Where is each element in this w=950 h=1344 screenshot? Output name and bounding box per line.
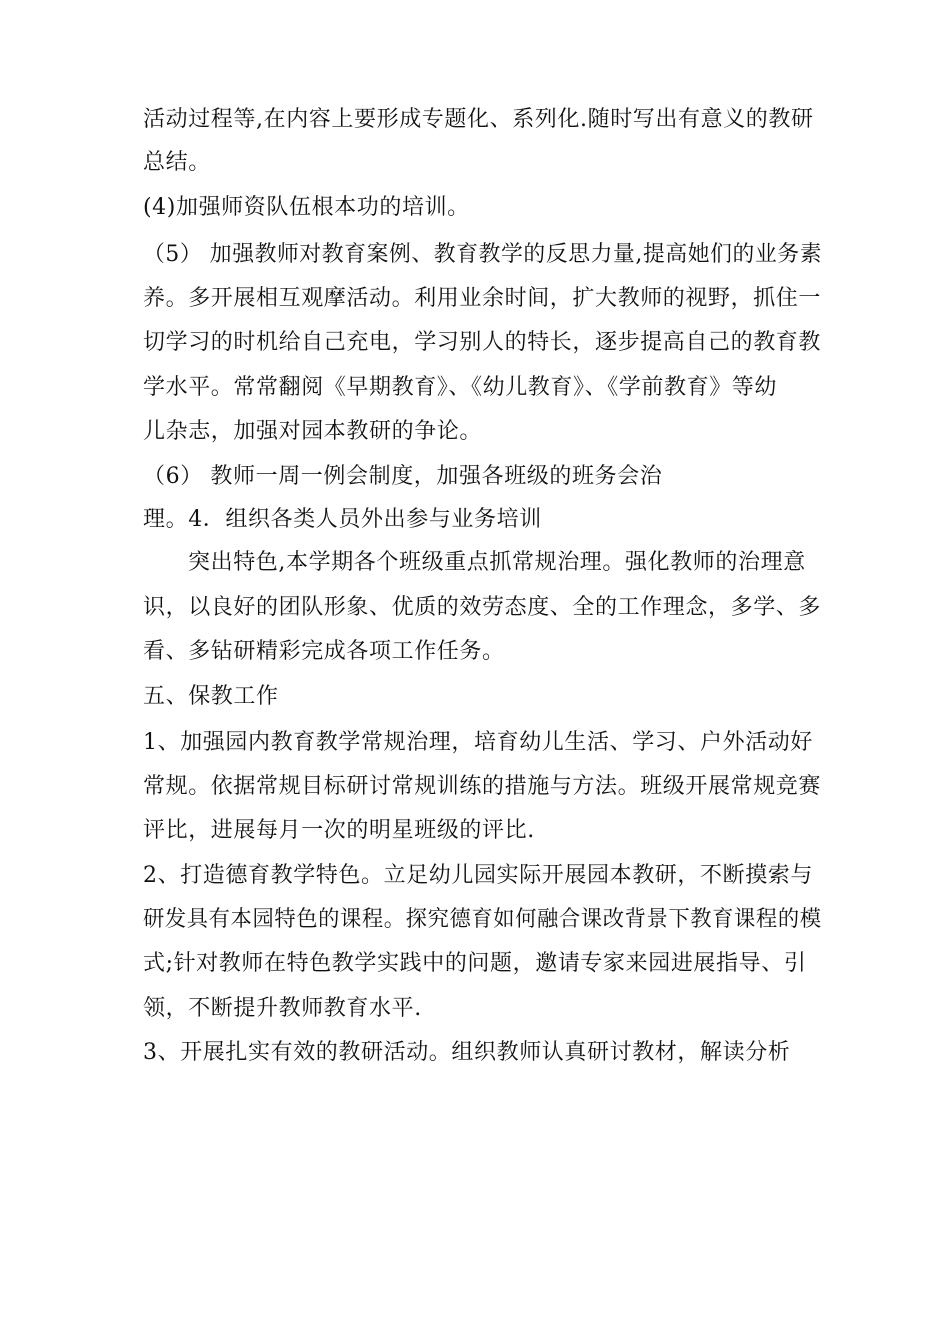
text-line: （5） 加强教师对教育案例、教育教学的反思力量,提高她们的业务素: [143, 242, 823, 267]
text-line: （6） 教师一周一例会制度，加强各班级的班务会治: [143, 464, 663, 489]
text-line: 儿杂志，加强对园本教研的争论。: [143, 419, 483, 444]
text-line: 切学习的时机给自己充电，学习别人的特长，逐步提高自己的教育教: [143, 330, 822, 355]
text-line: 识，以良好的团队形象、优质的效劳态度、全的工作理念，多学、多: [143, 595, 822, 620]
text-line: 看、多钻研精彩完成各项工作任务。: [143, 639, 505, 664]
text-line: 式;针对教师在特色教学实践中的问题，邀请专家来园进展指导、引: [143, 951, 807, 976]
text-line: 活动过程等,在内容上要形成专题化、系列化.随时写出有意义的教研: [143, 107, 814, 132]
text-line: 评比，进展每月一次的明星班级的评比.: [143, 818, 535, 843]
text-line: 领，不断提升教师教育水平.: [143, 996, 422, 1021]
text-line: (4)加强师资队伍根本功的培训。: [143, 195, 470, 220]
text-line: 研发具有本园特色的课程。探究德育如何融合课改背景下教育课程的模: [143, 907, 822, 932]
text-line: 突出特色,本学期各个班级重点抓常规治理。强化教师的治理意: [188, 550, 806, 575]
text-line: 3、开展扎实有效的教研活动。组织教师认真研讨教材，解读分析: [143, 1040, 791, 1065]
text-line: 学水平。常常翻阅《早期教育》、《幼儿教育》、《学前教育》等幼: [143, 375, 778, 400]
text-line: 2、打造德育教学特色。立足幼儿园实际开展园本教研，不断摸索与: [143, 863, 813, 888]
text-line: 理。4．组织各类人员外出参与业务培训: [143, 507, 542, 532]
text-line: 1、加强园内教育教学常规治理，培育幼儿生活、学习、户外活动好: [143, 730, 813, 755]
text-line: 养。多开展相互观摩活动。利用业余时间，扩大教师的视野，抓住一: [143, 286, 822, 311]
section-heading: 五、保教工作: [143, 684, 279, 709]
text-line: 常规。依据常规目标研讨常规训练的措施与方法。班级开展常规竞赛: [143, 774, 822, 799]
text-line: 总结。: [143, 150, 211, 175]
